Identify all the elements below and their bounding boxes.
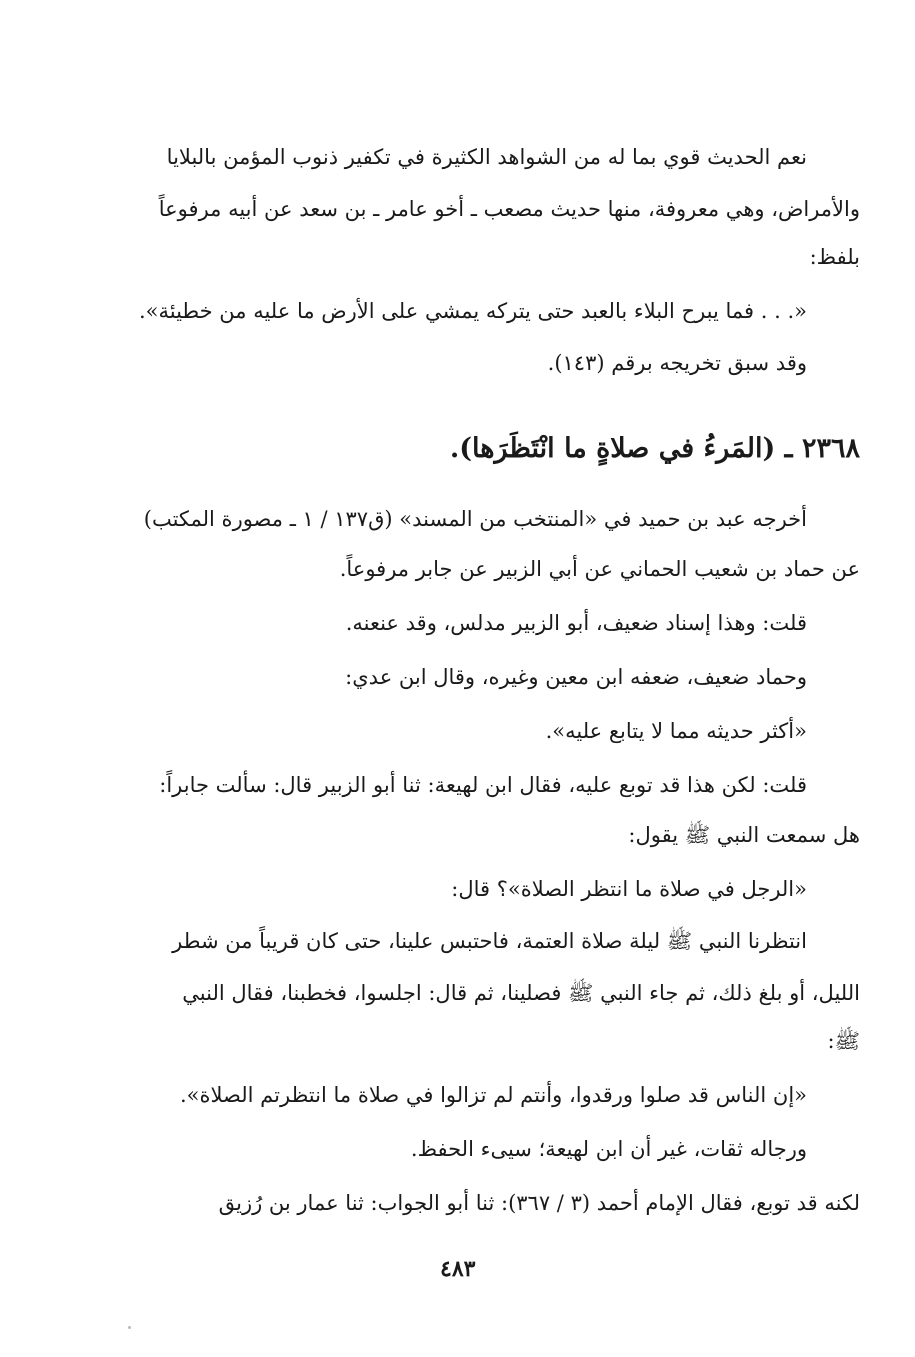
hammad-daif: وحماد ضعيف، ضعفه ابن معين وغيره، وقال ابن عدي: <box>345 665 807 689</box>
takhrij-line1: أخرجه عبد بن حميد في «المنتخب من المسند» (ق١٣٧ / ١ ـ مصورة المكتب) <box>143 507 807 531</box>
margin-dot <box>128 1326 131 1329</box>
paragraph1-line2: والأمراض، وهي معروفة، منها حديث مصعب ـ أخو عامر ـ بن سعد عن أبيه مرفوعاً <box>158 197 860 221</box>
story-line2: الليل، أو بلغ ذلك، ثم جاء النبي ﷺ فصلينا، ثم قال: اجلسوا، فخطبنا، فقال النبي <box>182 981 860 1005</box>
page-number: ٤٨٣ <box>440 1256 476 1282</box>
note-takhrij-143: وقد سبق تخريجه برقم (١٤٣). <box>547 351 807 375</box>
hadith-heading: ٢٣٦٨ ـ (المَرءُ في صلاةٍ ما انْتَظَرَها). <box>449 433 860 464</box>
rijal-thiqat: ورجاله ثقات، غير أن ابن لهيعة؛ سيىء الحفظ. <box>410 1137 807 1161</box>
paragraph1-line1: نعم الحديث قوي بما له من الشواهد الكثيرة في تكفير ذنوب المؤمن بالبلايا <box>166 145 807 169</box>
qult-isnad-daif: قلت: وهذا إسناد ضعيف، أبو الزبير مدلس، وقد عنعنه. <box>345 611 807 635</box>
paragraph1-line3: بلفظ: <box>809 245 860 269</box>
prophet-quote: «إن الناس قد صلوا ورقدوا، وأنتم لم تزالوا في صلاة ما انتظرتم الصلاة». <box>180 1083 807 1107</box>
story-line3: ﷺ: <box>827 1029 860 1053</box>
story-line1: انتظرنا النبي ﷺ ليلة صلاة العتمة، فاحتبس علينا، حتى كان قريباً من شطر <box>172 929 807 953</box>
last-line: لكنه قد توبع، فقال الإمام أحمد (٣ / ٣٦٧): ثنا أبو الجواب: ثنا عمار بن رُزيق <box>218 1191 860 1215</box>
quote-bala: «. . . فما يبرح البلاء بالعبد حتى يتركه يمشي على الأرض ما عليه من خطيئة». <box>138 299 807 323</box>
ibn-adi-quote: «أكثر حديثه مما لا يتابع عليه». <box>545 719 807 743</box>
qult2-line2: هل سمعت النبي ﷺ يقول: <box>628 823 860 847</box>
qult2-line1: قلت: لكن هذا قد توبع عليه، فقال ابن لهيعة: ثنا أبو الزبير قال: سألت جابراً: <box>159 773 807 797</box>
question-quote: «الرجل في صلاة ما انتظر الصلاة»؟ قال: <box>451 877 807 901</box>
takhrij-line2: عن حماد بن شعيب الحماني عن أبي الزبير عن جابر مرفوعاً. <box>339 557 860 581</box>
